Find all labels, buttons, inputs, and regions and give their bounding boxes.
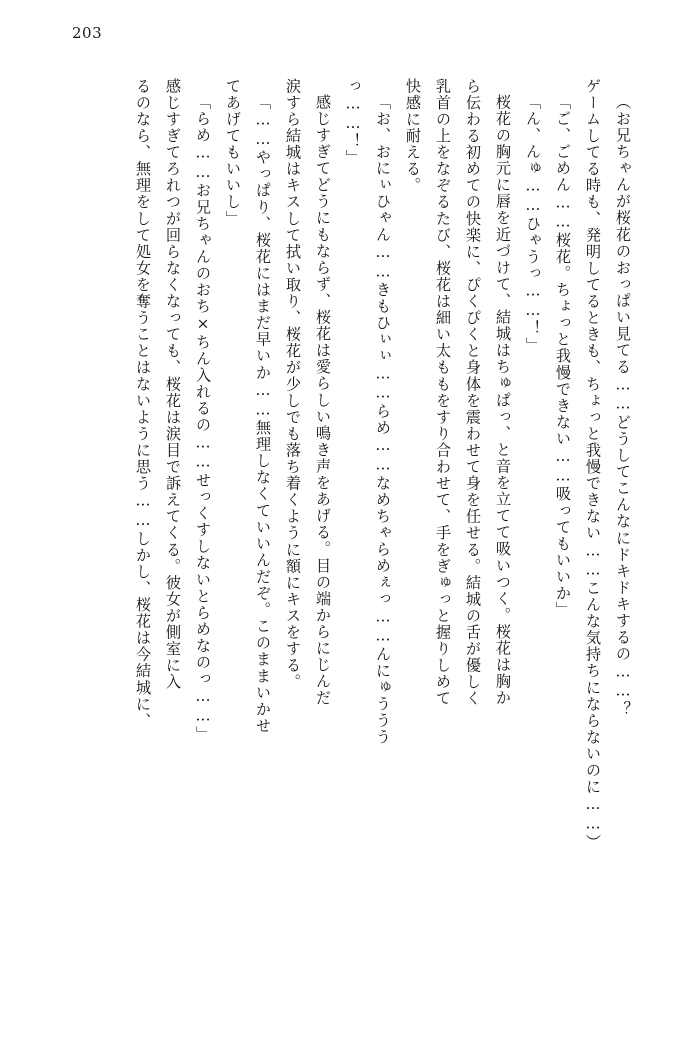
text-line: 感じすぎてろれつが回らなくなっても、桜花は涙目で訴えてくる。彼女が側室に入 — [164, 78, 182, 691]
text-line: っ……！」 — [344, 78, 362, 167]
page-number: 203 — [72, 24, 103, 42]
text-line: 乳首の上をなぞるたび、桜花は細い太ももをすり合わせて、手をぎゅっと握りしめて — [434, 78, 452, 707]
text-line: 「ご、ごめん……桜花。ちょっと我慢できない……吸ってもいいか」 — [554, 94, 572, 619]
text-line: 桜花の胸元に唇を近づけて、結城はちゅぱっ、と音を立てて吸いつく。桜花は胸か — [494, 94, 512, 707]
text-line: 感じすぎてどうにもならず、桜花は愛らしい鳴き声をあげる。目の端からにじんだ — [314, 94, 332, 707]
text-line: てあげてもいいし」 — [224, 78, 242, 227]
text-line: 快感に耐える。 — [404, 78, 422, 194]
text-line: 「お、おにぃひゃん……きもひぃぃ……らめ……なめちゃらめぇっ……んにゅううう — [374, 94, 392, 746]
vertical-text-body — [40, 78, 630, 1008]
text-line: （お兄ちゃんが桜花のおっぱい見てる……どうしてこんなにドキドキするの……？ — [614, 94, 632, 718]
text-line: 「ん、んゅ……ひゃうっ……！」 — [524, 94, 542, 354]
text-line: ゲームしてる時も、発明してるときも、ちょっと我慢できない……こんな気持ちにならないのに……） — [584, 78, 602, 851]
text-line: 「……やっぱり、桜花にはまだ早いか……無理しなくていいんだぞ。このままいかせ — [254, 94, 272, 735]
text-line: 「らめ……お兄ちゃんのおち×ちん入れるの……せっくすしないとらめなのっ……」 — [194, 94, 212, 743]
text-line: るのなら、無理をして処女を奪うことはないように思う……しかし、桜花は今結城に、 — [134, 78, 152, 730]
text-line: 涙すら結城はキスして拭い取り、桜花が少しでも落ち着くように額にキスをする。 — [284, 78, 302, 691]
text-line: ら伝わる初めての快楽に、ぴくぴくと身体を震わせて身を任せる。結城の舌が優しく — [464, 78, 482, 707]
